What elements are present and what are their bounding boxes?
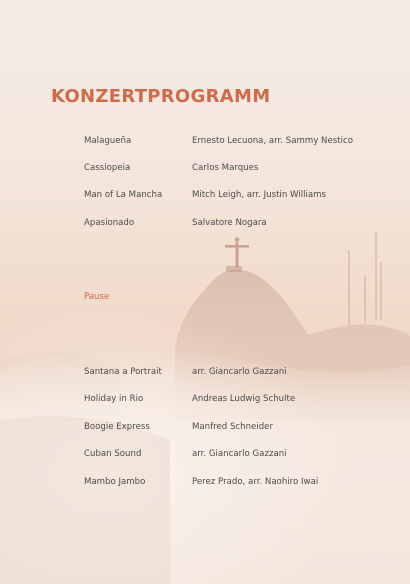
composer-name: Carlos Marques [192,163,259,173]
piece-title: Cuban Sound [84,449,142,459]
piece-title: Malagueña [84,136,132,146]
intermission-label: Pause [84,292,110,302]
composer-name: Andreas Ludwig Schulte [192,394,296,404]
piece-title: Apasionado [84,218,135,228]
program-row [0,218,410,232]
program-row [0,477,410,491]
christ-statue-icon [225,237,249,267]
composer-name: Mitch Leigh, arr. Justin Williams [192,190,326,200]
composer-name: Ernesto Lecuona, arr. Sammy Nestico [192,136,353,146]
composer-name: arr. Giancarlo Gazzani [192,449,287,459]
composer-name: Salvatore Nogara [192,218,267,228]
piece-title: Holiday in Rio [84,394,144,404]
program-row [0,190,410,204]
program-row [0,136,410,150]
program-row [0,449,410,463]
composer-name: arr. Giancarlo Gazzani [192,367,287,377]
piece-title: Cassiopeia [84,163,131,173]
composer-name: Perez Prado, arr. Naohiro Iwai [192,477,319,487]
program-row [0,367,410,381]
composer-name: Manfred Schneider [192,422,273,432]
piece-title: Santana a Portrait [84,367,162,377]
program-row [0,422,410,436]
program-row [0,394,410,408]
piece-title: Man of La Mancha [84,190,163,200]
program-row [0,163,410,177]
page-title: KONZERTPROGRAMM [51,86,271,107]
piece-title: Boogie Express [84,422,150,432]
piece-title: Mambo Jambo [84,477,146,487]
